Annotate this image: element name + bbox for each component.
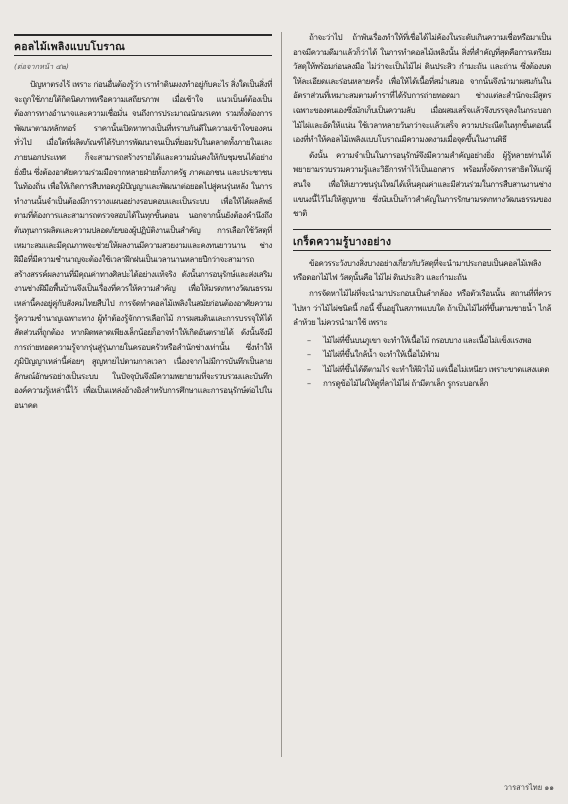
dash-bullet-icon: – [307, 349, 311, 360]
list-item [293, 362, 551, 377]
dash-bullet-icon: – [307, 378, 311, 389]
bullet-list [293, 333, 551, 391]
heading-rule-bottom [14, 55, 272, 56]
heading-rule-top [293, 229, 551, 231]
page-folio: วารสารไทย ๑๑ [503, 783, 554, 792]
section-heading [14, 34, 272, 56]
dash-bullet-icon: – [307, 363, 311, 374]
continued-from-note: (ต่อจากหน้า ๔๒) [14, 62, 69, 71]
list-item [293, 347, 551, 362]
list-item-text: ไม้ไผ่ที่ขึ้นใกล้น้ำ จะทำให้เนื้อไม้ฟ่าม [323, 349, 440, 360]
list-item-text: ไม้ไผ่ที่ขึ้นได้ดีตามไร่ จะทำให้ผิวไม้ แต่เนื้อไม่เหนียว เพราะขาดแสงแดด [323, 363, 550, 374]
body-paragraph: ข้อควรระวังบางสิ่งบางอย่างเกี่ยวกับวัสดุที่จะนำมาประกอบเป็นคอลไม้เพลิงหรือดอกไม้ไฟ วัสดุนั้นคือ ไม้ไผ่ ดินประสิว และกำมะถัน [293, 257, 541, 283]
list-item [293, 333, 551, 348]
body-paragraph: ถ้าจะว่าไป ถ้าพันเรื่องทำให้ที่เชื่อได้ไม่ค้องในระดับเกินความเชื่อหรือมาเป็นอาจมีความดีมาแล้วก็ว่าได้ ในการทำคอลไม้เพลิงนั้น สิ่งที่สำคัญที่สุดคือการเตรียมวัสดุให้พร้อมก่อนลงมือ ไม่ว่าจะเป็นไม้ไผ่ ดินประสิว กำมะถัน และถ่าน ซึ่งต้องบดให้ละเอียดและร่อนหลายครั้ง เพื่อให้ได้เนื้อที่สม่ำเสมอ จากนั้นจึงนำมาผสมกันในอัตราส่วนที่เหมาะสมตามตำราที่ได้รับการถ่ายทอดมา ช่างแต่ละสำนักจะมีสูตรเฉพาะของตนเองซึ่งมักเก็บเป็นความลับ เมื่อผสมเสร็จแล้วจึงบรรจุลงในกระบอกไม้ไผ่และอัดให้แน่น ใช้เวลาหลายวันกว่าจะแล้วเสร็จ ความประณีตในทุกขั้นตอนนี้เองที่ทำให้คอลไม้เพลิงแบบโบราณมีความงดงามเมื่อจุดขึ้นในงานพิธี [293, 32, 551, 145]
list-item-text: ไม้ไผ่ที่ขึ้นบนภูเขา จะทำให้เนื้อไม้ กรอบบาง และเนื้อไม่แข็งแรงพอ [323, 334, 532, 345]
left-column [14, 30, 272, 413]
column-divider [281, 32, 282, 757]
body-paragraph: ดังนั้น ความจำเป็นในการอนุรักษ์จึงมีความสำคัญอย่างยิ่ง ผู้รู้หลายท่านได้พยายามรวบรวมความรู้และวิธีการทำไว้เป็นเอกสาร พร้อมทั้งจัดการสาธิตให้แก่ผู้สนใจ เพื่อให้เยาวชนรุ่นใหม่ได้เห็นคุณค่าและมีส่วนร่วมในการสืบสานงานช่างแขนงนี้ไว้ไม่ให้สูญหาย ซึ่งนับเป็นก้าวสำคัญในการรักษามรดกทางวัฒนธรรมของชาติ [293, 149, 551, 219]
body-paragraph: การจัดหาไม้ไผ่ที่จะนำมาประกอบเป็นลำกล้อง หรือตัวเรือนนั้น สถานที่ที่ควรไปหา ว่าไม้ไผ่ชนิดนี้ กอนี้ ขึ้นอยู่ในสภาพแบบใด ถ้าเป็นไม้ไผ่ที่ขึ้นตามชายน้ำ ไกล้ลำห้วย ไม่ควรนำมาใช้ เพราะ [293, 287, 551, 328]
list-item [293, 376, 551, 391]
section-heading [293, 229, 551, 251]
list-item-text: การดูข้อไม้ไผ่ให้ดูที่ลาไม้ไผ่ ถ้ามีตาเล็ก รูกระบอกเล็ก [323, 378, 489, 389]
dash-bullet-icon: – [307, 334, 311, 345]
section-title: คอลไม้เพลิงแบบโบราณ [14, 41, 126, 53]
heading-rule-top [14, 34, 272, 36]
section-title: เกร็ดความรู้บางอย่าง [293, 235, 392, 248]
body-paragraph: ปัญหาตรงไร้ เพราะ ก่อนอื่นต้องรู้ว่า เราทำดินผงงทำอยู่กับคะไร สิ่งใดเป็นสิ่งที่จะถูกใช้ภายใต้กิดนิดภาพหรือความเสถียรภาพ เมื่อเช้าใจ แนวเบ็นต์ต้องเป็นต้องการทางอำนาจและความเชื่อมั่น จนถึงการประมาณนักมรเคท รวมทั้งต้องการพัฒนาตามหลักทอร์ ราคานั้นเปิดหาทางเป็นที่ทราบกันดีในความเข้าใจของคนทั่วไป เมื่อใดที่ผลิตภัณฑ์ได้รับการพัฒนาจนเป็นที่ยอมรับในตลาดทั้งภายในและภายนอกประเทศ ก็จะสามารถสร้างรายได้และความมั่นคงให้กับชุมชนได้อย่างยั่งยืน ซึ่งต้องอาศัยความร่วมมือจากหลายฝ่ายทั้งภาครัฐ ภาคเอกชน และประชาชนในท้องถิ่น เพื่อให้เกิดการสืบทอดภูมิปัญญาและพัฒนาต่อยอดไปสู่คนรุ่นหลัง ในการทำงานนั้นจำเป็นต้องมีการวางแผนอย่างรอบคอบและเป็นระบบ เพื่อให้ได้ผลลัพธ์ตามที่ต้องการและสามารถตรวจสอบได้ในทุกขั้นตอน นอกจากนั้นยังต้องคำนึงถึงต้นทุนการผลิตและความปลอดภัยของผู้ปฏิบัติงานเป็นสำคัญ การเลือกใช้วัสดุที่เหมาะสมและมีคุณภาพจะช่วยให้ผลงานมีความสวยงามและคงทนยาวนาน ช่างฝีมือที่มีความชำนาญจะต้องใช้เวลาฝึกฝนเป็นเวลานานหลายปีกว่าจะสามารถสร้างสรรค์ผลงานที่มีคุณค่าทางศิลปะได้อย่างแท้จริง ดังนั้นการอนุรักษ์และส่งเสริมงานช่างฝีมือพื้นบ้านจึงเป็นเรื่องที่ควรให้ความสำคัญ เพื่อให้มรดกทางวัฒนธรรมเหล่านี้คงอยู่คู่กับสังคมไทยสืบไป การจัดทำคอลไม้เพลิงในสมัยก่อนต้องอาศัยความรู้ความชำนาญเฉพาะทาง ผู้ทำต้องรู้จักการเลือกไม้ การผสมดินและการบรรจุให้ได้สัดส่วนที่ถูกต้อง หากผิดพลาดเพียงเล็กน้อยก็อาจทำให้เกิดอันตรายได้ ดังนั้นจึงมีการถ่ายทอดความรู้จากรุ่นสู่รุ่นภายในครอบครัวหรือสำนักช่างเท่านั้น ซึ่งทำให้ภูมิปัญญาเหล่านี้ค่อยๆ สูญหายไปตามกาลเวลา เนื่องจากไม่มีการบันทึกเป็นลายลักษณ์อักษรอย่างเป็นระบบ ในปัจจุบันจึงมีความพยายามที่จะรวบรวมและบันทึกองค์ความรู้เหล่านี้ไว้ เพื่อเป็นแหล่งอ้างอิงสำหรับการศึกษาและการอนุรักษ์ต่อไปในอนาคต [14, 79, 272, 411]
right-column [293, 30, 551, 391]
heading-rule-bottom [293, 250, 551, 251]
